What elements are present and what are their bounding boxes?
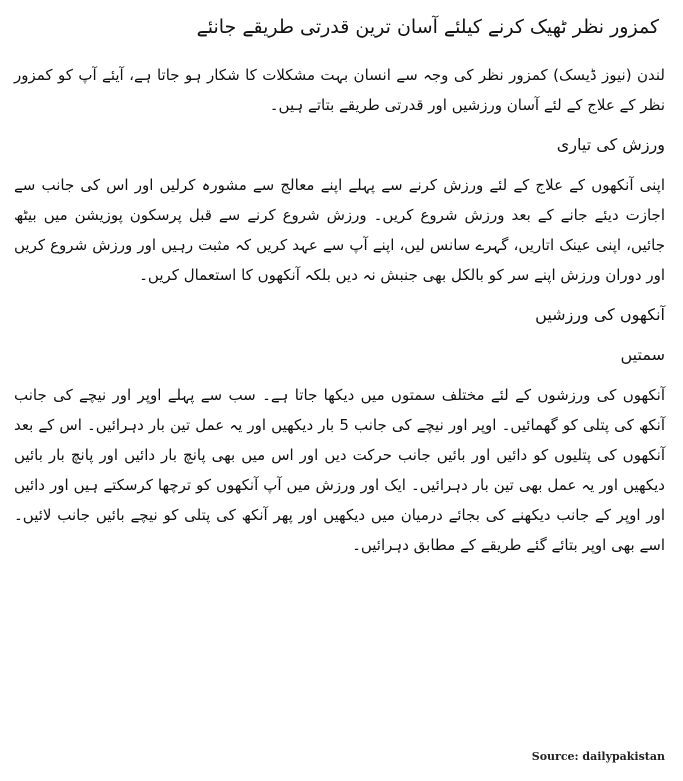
section-heading-eye-exercises: آنکھوں کی ورزشیں — [535, 305, 665, 324]
section-heading-preparation: ورزش کی تیاری — [556, 135, 665, 154]
directions-paragraph: آنکھوں کی ورزشوں کے لئے مختلف سمتوں میں دیکھا جاتا ہے۔ سب سے پہلے اوپر اور نیچے کی جانب آنکھ کی پتلی کو گھمائیں۔ اوپر اور نیچے کی جانب 5 بار دیکھیں اور یہ عمل تین بار دہرائیں۔ اس کے بعد آنکھوں کی پتلیوں کو دائیں اور بائیں جانب حرکت دیں اور اس میں بھی پانچ بار دائیں اور پانچ بار بائیں دیکھیں اور یہ عمل بھی تین بار دہرائیں۔ ایک اور ورزش میں آپ آنکھوں کو ترچھا کرسکتے ہیں اور دائیں اور اوپر کے جانب دیکھنے کی بجائے درمیان میں دیکھیں اور پھر آنکھ کی پتلی کو نیچے بائیں جانب لائیں۔ اسے بھی اوپر بتائے گئے طریقے کے مطابق دہرائیں۔ — [14, 386, 665, 554]
section-heading-directions: سمتیں — [620, 345, 665, 364]
source-credit: Source: dailypakistan — [531, 750, 665, 763]
article-title: کمزور نظر ٹھیک کرنے کیلئے آسان ترین قدرتی طریقے جانئے — [196, 16, 659, 38]
intro-paragraph: لندن (نیوز ڈیسک) کمزور نظر کی وجہ سے انسان بہت مشکلات کا شکار ہو جاتا ہے، آیئے آپ کو کمزور نظر کے علاج کے لئے آسان ورزشیں اور قدرتی طریقے بتاتے ہیں۔ — [14, 66, 665, 114]
preparation-paragraph: اپنی آنکھوں کے علاج کے لئے ورزش کرنے سے پہلے اپنے معالج سے مشورہ کرلیں اور اس کی جانب سے اجازت دیئے جانے کے بعد ورزش شروع کریں۔ ورزش شروع کرنے سے قبل پرسکون پوزیشن میں بیٹھ جائیں، اپنی عینک اتاریں، گہرے سانس لیں، اپنے آپ سے عہد کریں کہ مثبت رہیں اور ورزش شروع کریں اور دوران ورزش اپنے سر کو بالکل بھی جنبش نہ دیں بلکہ آنکھوں کا استعمال کریں۔ — [14, 176, 665, 284]
